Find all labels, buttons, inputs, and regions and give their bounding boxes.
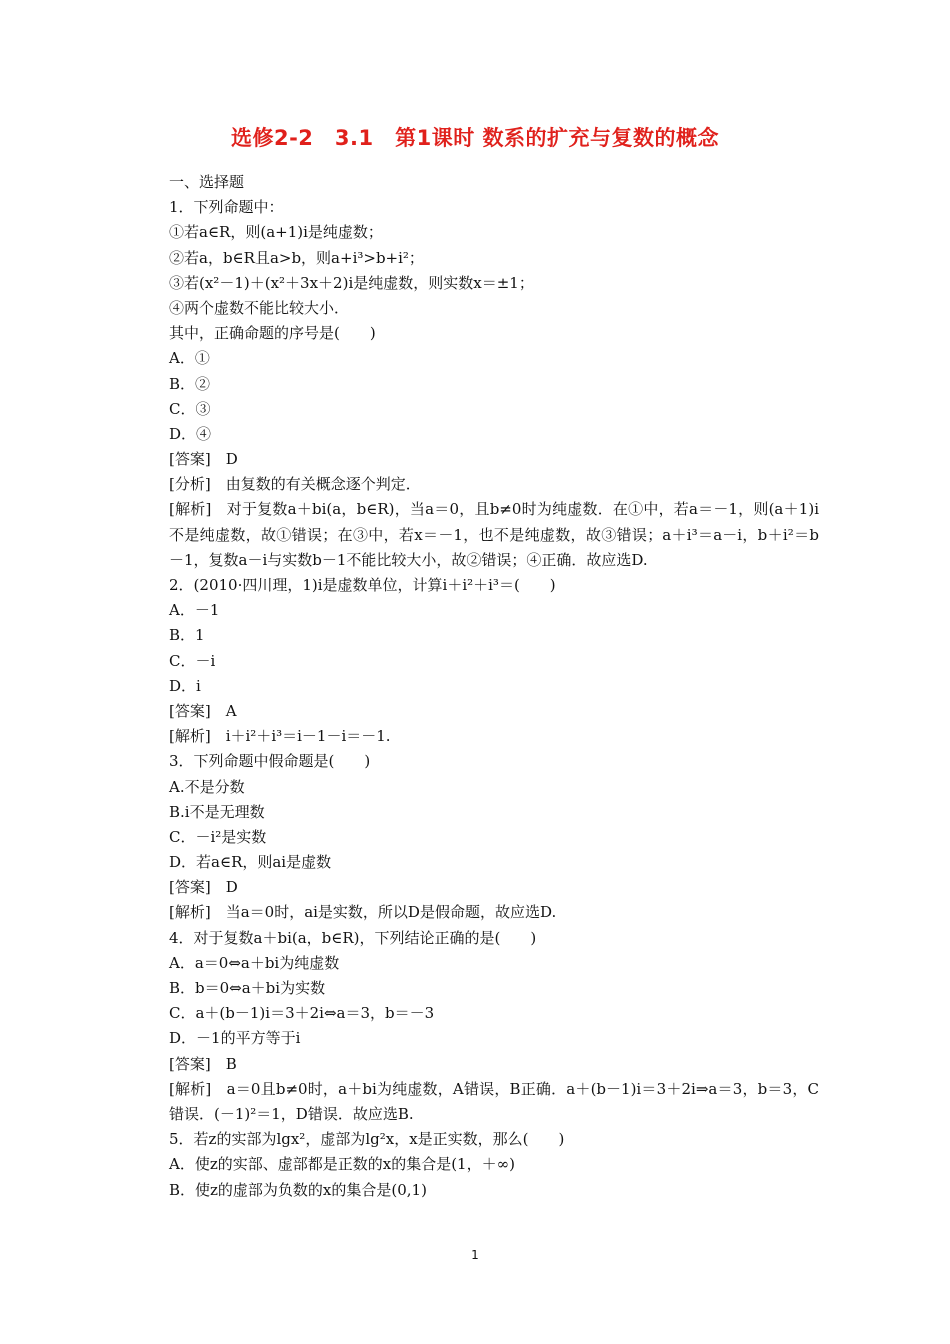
question-2-option-d: D．i	[169, 676, 201, 695]
question-1-statement-3: ③若(x²－1)＋(x²＋3x＋2)i是纯虚数，则实数x＝±1；	[169, 273, 534, 292]
page-title: 选修2-2 3.1 第1课时 数系的扩充与复数的概念	[230, 126, 720, 150]
question-3-option-a: A.不是分数	[169, 777, 245, 796]
question-1-statement-2: ②若a，b∈R且a>b，则a+i³>b+i²；	[169, 248, 424, 267]
question-2-option-b: B．1	[169, 626, 205, 645]
question-3-option-d: D．若a∈R，则ai是虚数	[169, 853, 332, 872]
question-4-stem: 4．对于复数a＋bi(a，b∈R)，下列结论正确的是( )	[169, 928, 537, 947]
question-4-option-a: A．a＝0⇔a＋bi为纯虚数	[169, 953, 340, 972]
question-1-option-a: A．①	[169, 349, 210, 368]
question-2-answer: [答案] A	[169, 701, 237, 720]
question-4-answer: [答案] B	[169, 1054, 237, 1073]
question-2-option-a: A．－1	[169, 601, 220, 620]
question-1-option-c: C．③	[169, 399, 211, 418]
question-3-stem: 3．下列命题中假命题是( )	[169, 752, 371, 771]
question-3-option-b: B.i不是无理数	[169, 802, 265, 821]
question-1-statement-1: ①若a∈R，则(a+1)i是纯虚数；	[169, 223, 383, 242]
question-3-answer: [答案] D	[169, 878, 238, 897]
question-5-option-b: B．使z的虚部为负数的x的集合是(0,1)	[169, 1180, 427, 1199]
question-2-explanation: [解析] i＋i²＋i³＝i－1－i＝－1.	[169, 727, 391, 746]
question-4-option-d: D．－1的平方等于i	[169, 1029, 301, 1048]
question-3-option-c: C．－i²是实数	[169, 827, 267, 846]
question-3-explanation: [解析] 当a＝0时，ai是实数，所以D是假命题，故应选D.	[169, 903, 557, 922]
question-1-prompt: 其中，正确命题的序号是( )	[169, 324, 376, 343]
section-heading: 一、选择题	[169, 173, 245, 191]
question-1-option-b: B．②	[169, 374, 211, 393]
question-4-option-c: C．a＋(b－1)i＝3＋2i⇔a＝3，b＝－3	[169, 1004, 435, 1023]
document-body	[139, 170, 819, 1203]
question-4-explanation: [解析] a＝0且b≠0时，a＋bi为纯虚数，A错误，B正确．a＋(b－1)i＝3＋2i⇒a＝3，b＝3，C错误．(－1)²＝1，D错误．故应选B.	[169, 1079, 819, 1123]
question-5-option-a: A．使z的实部、虚部都是正数的x的集合是(1，＋∞)	[169, 1155, 515, 1174]
question-1-answer: [答案] D	[169, 450, 238, 469]
question-1-analysis: [分析] 由复数的有关概念逐个判定．	[169, 475, 421, 494]
question-2-option-c: C．－i	[169, 651, 216, 670]
question-1-statement-4: ④两个虚数不能比较大小．	[169, 298, 350, 317]
question-1-option-d: D．④	[169, 424, 212, 443]
page-number: 1	[471, 1248, 479, 1262]
question-1-explanation: [解析] 对于复数a＋bi(a，b∈R)，当a＝0，且b≠0时为纯虚数．在①中，若a＝－1，则(a＋1)i不是纯虚数，故①错误；在③中，若x＝－1，也不是纯虚数，故③错误；a＋i³＝a－i，b＋i²＝b－1，复数a－i与实数b－1不能比较大小，故②错误；④正确．故应选D.	[169, 500, 819, 569]
question-2-stem: 2．(2010·四川理，1)i是虚数单位，计算i＋i²＋i³＝( )	[169, 576, 556, 595]
question-4-option-b: B．b＝0⇔a＋bi为实数	[169, 979, 326, 998]
question-5-stem: 5．若z的实部为lgx²，虚部为lg²x，x是正实数，那么( )	[169, 1130, 565, 1149]
question-1-stem: 1．下列命题中：	[169, 198, 284, 217]
